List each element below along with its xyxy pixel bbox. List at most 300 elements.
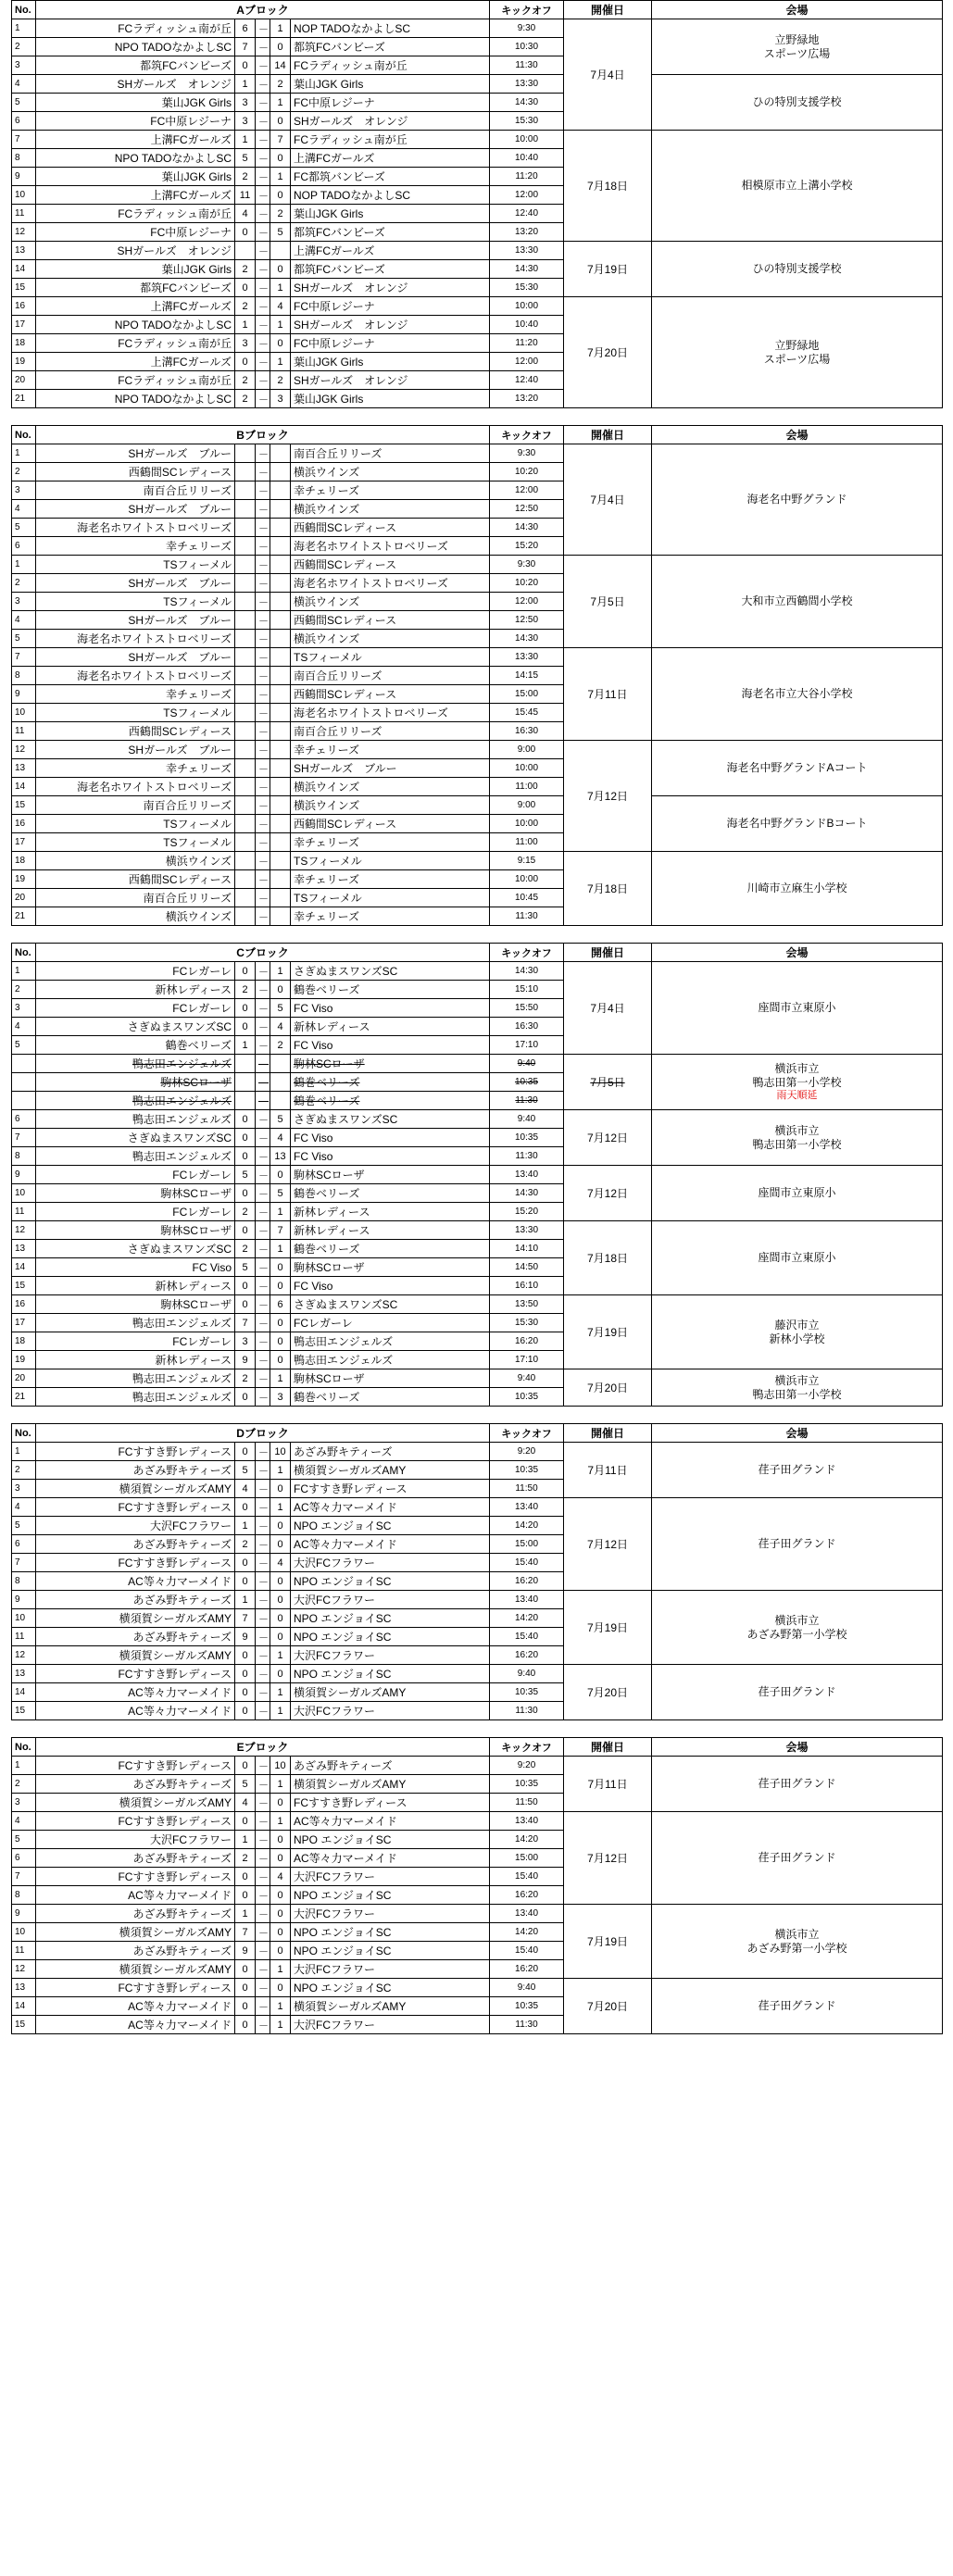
away-team: 横須賀シーガルズAMY xyxy=(291,1683,490,1702)
kickoff-time: 9:15 xyxy=(490,852,564,870)
score-separator: － xyxy=(256,648,270,667)
home-team: 横須賀シーガルズAMY xyxy=(36,1609,235,1628)
score-separator: － xyxy=(256,131,270,149)
score-separator: － xyxy=(256,75,270,94)
venue-name: 荏子田グランド xyxy=(652,1757,943,1812)
kickoff-time: 15:40 xyxy=(490,1628,564,1646)
score-separator: － xyxy=(256,19,270,38)
home-team: 鴨志田エンジェルズ xyxy=(36,1147,235,1166)
away-team: NPO エンジョイSC xyxy=(291,1628,490,1646)
row-number: 12 xyxy=(12,223,36,242)
score-separator: － xyxy=(256,1295,270,1314)
column-header-kickoff: キックオフ xyxy=(490,944,564,962)
kickoff-time: 15:30 xyxy=(490,1314,564,1332)
away-score: 3 xyxy=(270,390,291,408)
home-score: 1 xyxy=(235,1905,256,1923)
home-score: 1 xyxy=(235,316,256,334)
away-team: 西鶴間SCレディース xyxy=(291,519,490,537)
away-score xyxy=(270,1055,291,1073)
home-score xyxy=(235,519,256,537)
table-row xyxy=(12,1055,943,1073)
kickoff-time: 11:50 xyxy=(490,1794,564,1812)
row-number: 16 xyxy=(12,1295,36,1314)
away-team: 大沢FCフラワー xyxy=(291,1905,490,1923)
home-score: 5 xyxy=(235,1258,256,1277)
away-team: 葉山JGK Girls xyxy=(291,75,490,94)
score-separator: － xyxy=(256,778,270,796)
match-date: 7月4日 xyxy=(564,444,652,556)
row-number: 15 xyxy=(12,796,36,815)
away-team: 西鶴間SCレディース xyxy=(291,556,490,574)
home-team: 横浜ウインズ xyxy=(36,907,235,926)
home-score: 0 xyxy=(235,353,256,371)
home-team: FCラディッシュ南が丘 xyxy=(36,19,235,38)
home-score xyxy=(235,481,256,500)
score-separator: － xyxy=(256,1055,270,1073)
away-team: 横浜ウインズ xyxy=(291,463,490,481)
home-team: FCレガーレ xyxy=(36,1203,235,1221)
match-date: 7月11日 xyxy=(564,1757,652,1812)
home-team: 横須賀シーガルズAMY xyxy=(36,1646,235,1665)
away-team: 横須賀シーガルズAMY xyxy=(291,1997,490,2016)
away-team: 横浜ウインズ xyxy=(291,500,490,519)
score-separator: － xyxy=(256,1979,270,1997)
score-separator: － xyxy=(256,1203,270,1221)
home-score: 0 xyxy=(235,1572,256,1591)
row-number: 4 xyxy=(12,75,36,94)
away-team: 鴨志田エンジェルズ xyxy=(291,1332,490,1351)
home-score: 0 xyxy=(235,1443,256,1461)
home-team: TSフィーメル xyxy=(36,593,235,611)
home-team: 駒林SCローザ xyxy=(36,1295,235,1314)
away-score: 0 xyxy=(270,1849,291,1868)
score-separator: － xyxy=(256,353,270,371)
kickoff-time: 13:20 xyxy=(490,390,564,408)
kickoff-time: 15:20 xyxy=(490,1203,564,1221)
kickoff-time: 11:30 xyxy=(490,1147,564,1166)
home-score: 1 xyxy=(235,75,256,94)
home-team: 葉山JGK Girls xyxy=(36,94,235,112)
table-row xyxy=(12,444,943,463)
away-score xyxy=(270,242,291,260)
match-date: 7月12日 xyxy=(564,741,652,852)
away-score: 0 xyxy=(270,260,291,279)
venue-name: 荏子田グランド xyxy=(652,1979,943,2034)
column-header-venue: 会場 xyxy=(652,426,943,444)
row-number: 3 xyxy=(12,593,36,611)
table-row xyxy=(12,1905,943,1923)
away-score: 1 xyxy=(270,1812,291,1831)
table-row xyxy=(12,962,943,981)
away-team: 幸チェリーズ xyxy=(291,741,490,759)
venue-name: 座間市立東原小 xyxy=(652,1166,943,1221)
home-team: 葉山JGK Girls xyxy=(36,260,235,279)
kickoff-time: 15:30 xyxy=(490,279,564,297)
score-separator: － xyxy=(256,1332,270,1351)
row-number xyxy=(12,1073,36,1092)
kickoff-time: 11:30 xyxy=(490,56,564,75)
away-score xyxy=(270,648,291,667)
table-header-row xyxy=(12,1424,943,1443)
score-separator: － xyxy=(256,1831,270,1849)
kickoff-time: 10:35 xyxy=(490,1388,564,1407)
home-team: 鴨志田エンジェルズ xyxy=(36,1388,235,1407)
home-score: 9 xyxy=(235,1942,256,1960)
home-score: 2 xyxy=(235,981,256,999)
score-separator: － xyxy=(256,1868,270,1886)
away-team: FCすすき野レディース xyxy=(291,1794,490,1812)
row-number: 16 xyxy=(12,815,36,833)
column-header-date: 開催日 xyxy=(564,1424,652,1443)
home-score: 2 xyxy=(235,260,256,279)
home-score: 0 xyxy=(235,1997,256,2016)
away-score xyxy=(270,1092,291,1110)
row-number: 12 xyxy=(12,1960,36,1979)
kickoff-time: 11:30 xyxy=(490,1092,564,1110)
row-number: 6 xyxy=(12,1849,36,1868)
score-separator: － xyxy=(256,1628,270,1646)
score-separator: － xyxy=(256,1665,270,1683)
away-score: 0 xyxy=(270,981,291,999)
away-score: 0 xyxy=(270,1979,291,1997)
home-team: AC等々力マーメイド xyxy=(36,2016,235,2034)
away-team: 都筑FCバンビーズ xyxy=(291,223,490,242)
score-separator: － xyxy=(256,390,270,408)
kickoff-time: 15:30 xyxy=(490,112,564,131)
away-score xyxy=(270,889,291,907)
kickoff-time: 14:20 xyxy=(490,1831,564,1849)
away-score: 2 xyxy=(270,371,291,390)
away-score: 5 xyxy=(270,999,291,1018)
away-team: TSフィーメル xyxy=(291,852,490,870)
away-score xyxy=(270,833,291,852)
away-team: 幸チェリーズ xyxy=(291,907,490,926)
kickoff-time: 15:40 xyxy=(490,1942,564,1960)
match-date: 7月20日 xyxy=(564,1665,652,1720)
kickoff-time: 15:40 xyxy=(490,1554,564,1572)
away-score: 4 xyxy=(270,1868,291,1886)
away-score xyxy=(270,463,291,481)
row-number: 8 xyxy=(12,1147,36,1166)
away-team: 海老名ホワイトストロベリーズ xyxy=(291,537,490,556)
home-score xyxy=(235,648,256,667)
venue-name: 横浜市立 鴨志田第一小学校 xyxy=(652,1369,943,1407)
home-score xyxy=(235,852,256,870)
kickoff-time: 15:10 xyxy=(490,981,564,999)
kickoff-time: 13:40 xyxy=(490,1498,564,1517)
kickoff-time: 10:35 xyxy=(490,1683,564,1702)
row-number: 17 xyxy=(12,1314,36,1332)
away-team: 上溝FCガールズ xyxy=(291,242,490,260)
row-number: 11 xyxy=(12,722,36,741)
row-number: 20 xyxy=(12,371,36,390)
home-score: 0 xyxy=(235,1554,256,1572)
away-team: あざみ野キティーズ xyxy=(291,1757,490,1775)
score-separator: － xyxy=(256,1110,270,1129)
away-score: 0 xyxy=(270,186,291,205)
away-score: 7 xyxy=(270,131,291,149)
column-header-venue: 会場 xyxy=(652,944,943,962)
score-separator: － xyxy=(256,1073,270,1092)
kickoff-time: 14:50 xyxy=(490,1258,564,1277)
home-team: 海老名ホワイトストロベリーズ xyxy=(36,519,235,537)
row-number: 2 xyxy=(12,574,36,593)
row-number: 13 xyxy=(12,1979,36,1997)
row-number: 15 xyxy=(12,279,36,297)
venue-name: 海老名中野グランドBコート xyxy=(652,796,943,852)
home-team: FCラディッシュ南が丘 xyxy=(36,334,235,353)
home-score xyxy=(235,685,256,704)
venue-name: 座間市立東原小 xyxy=(652,1221,943,1295)
score-separator: － xyxy=(256,1683,270,1702)
away-team: 鶴巻ベリーズ xyxy=(291,1184,490,1203)
kickoff-time: 12:40 xyxy=(490,205,564,223)
match-date: 7月19日 xyxy=(564,1905,652,1979)
match-date: 7月12日 xyxy=(564,1166,652,1221)
score-separator: － xyxy=(256,962,270,981)
away-score: 5 xyxy=(270,1110,291,1129)
kickoff-time: 14:20 xyxy=(490,1923,564,1942)
away-team: NPO エンジョイSC xyxy=(291,1942,490,1960)
away-team: 幸チェリーズ xyxy=(291,870,490,889)
venue-name: ひの特別支援学校 xyxy=(652,75,943,131)
table-row xyxy=(12,1443,943,1461)
kickoff-time: 17:10 xyxy=(490,1036,564,1055)
away-score: 4 xyxy=(270,297,291,316)
away-score: 0 xyxy=(270,1886,291,1905)
table-row xyxy=(12,1369,943,1388)
home-team: 都筑FCバンビーズ xyxy=(36,279,235,297)
home-score: 0 xyxy=(235,1646,256,1665)
away-score: 4 xyxy=(270,1554,291,1572)
home-team: SHガールズ ブルー xyxy=(36,444,235,463)
kickoff-time: 13:40 xyxy=(490,1812,564,1831)
kickoff-time: 14:30 xyxy=(490,630,564,648)
home-team: 都筑FCバンビーズ xyxy=(36,56,235,75)
kickoff-time: 10:30 xyxy=(490,38,564,56)
score-separator: － xyxy=(256,112,270,131)
kickoff-time: 10:20 xyxy=(490,463,564,481)
kickoff-time: 16:20 xyxy=(490,1960,564,1979)
home-team: 葉山JGK Girls xyxy=(36,168,235,186)
home-score: 3 xyxy=(235,94,256,112)
away-team: 鴨志田エンジェルズ xyxy=(291,1351,490,1369)
home-team: あざみ野キティーズ xyxy=(36,1461,235,1480)
table-row xyxy=(12,1110,943,1129)
kickoff-time: 9:20 xyxy=(490,1757,564,1775)
table-header-row xyxy=(12,944,943,962)
row-number: 1 xyxy=(12,444,36,463)
home-team: FCすすき野レディース xyxy=(36,1554,235,1572)
away-score: 0 xyxy=(270,1277,291,1295)
away-score xyxy=(270,685,291,704)
home-team: 上溝FCガールズ xyxy=(36,131,235,149)
venue-name: 海老名中野グランドAコート xyxy=(652,741,943,796)
score-separator: － xyxy=(256,260,270,279)
home-team: 西鶴間SCレディース xyxy=(36,870,235,889)
away-score: 0 xyxy=(270,38,291,56)
away-team: 駒林SCローザ xyxy=(291,1369,490,1388)
away-team: 大沢FCフラワー xyxy=(291,1591,490,1609)
home-team: 横須賀シーガルズAMY xyxy=(36,1960,235,1979)
away-score: 0 xyxy=(270,149,291,168)
away-score: 0 xyxy=(270,1258,291,1277)
away-team: FC Viso xyxy=(291,1147,490,1166)
away-team: あざみ野キティーズ xyxy=(291,1443,490,1461)
away-score: 1 xyxy=(270,168,291,186)
table-row xyxy=(12,1221,943,1240)
column-header-date: 開催日 xyxy=(564,1,652,19)
row-number: 9 xyxy=(12,1905,36,1923)
kickoff-time: 10:00 xyxy=(490,870,564,889)
kickoff-time: 16:20 xyxy=(490,1646,564,1665)
score-separator: － xyxy=(256,168,270,186)
row-number: 14 xyxy=(12,1258,36,1277)
home-score xyxy=(235,537,256,556)
table-header-row xyxy=(12,1738,943,1757)
score-separator: － xyxy=(256,889,270,907)
home-team: FCレガーレ xyxy=(36,1332,235,1351)
home-team: 駒林SCローザ xyxy=(36,1221,235,1240)
row-number: 10 xyxy=(12,186,36,205)
score-separator: － xyxy=(256,870,270,889)
kickoff-time: 15:00 xyxy=(490,1535,564,1554)
home-score: 0 xyxy=(235,2016,256,2034)
match-date: 7月12日 xyxy=(564,1812,652,1905)
away-score xyxy=(270,815,291,833)
away-team: SHガールズ オレンジ xyxy=(291,112,490,131)
row-number: 21 xyxy=(12,390,36,408)
score-separator: － xyxy=(256,999,270,1018)
table-row xyxy=(12,1665,943,1683)
away-score xyxy=(270,537,291,556)
away-team: 都筑FCバンビーズ xyxy=(291,38,490,56)
score-separator: － xyxy=(256,38,270,56)
home-score xyxy=(235,630,256,648)
home-score xyxy=(235,500,256,519)
home-score xyxy=(235,444,256,463)
score-separator: － xyxy=(256,1886,270,1905)
row-number: 6 xyxy=(12,537,36,556)
column-header-no: No. xyxy=(12,944,36,962)
score-separator: － xyxy=(256,1812,270,1831)
home-team: SHガールズ ブルー xyxy=(36,500,235,519)
away-team: 鶴巻ベリーズ xyxy=(291,981,490,999)
match-date: 7月20日 xyxy=(564,297,652,408)
score-separator: － xyxy=(256,796,270,815)
away-score: 1 xyxy=(270,1203,291,1221)
score-separator: － xyxy=(256,1554,270,1572)
home-team: あざみ野キティーズ xyxy=(36,1628,235,1646)
home-score: 4 xyxy=(235,1480,256,1498)
schedule-table-3 xyxy=(11,943,943,1407)
away-team: 駒林SCローザ xyxy=(291,1055,490,1073)
kickoff-time: 16:20 xyxy=(490,1886,564,1905)
table-header-row xyxy=(12,1,943,19)
match-date: 7月12日 xyxy=(564,1498,652,1591)
score-separator: － xyxy=(256,1221,270,1240)
column-header-no: No. xyxy=(12,1738,36,1757)
kickoff-time: 9:00 xyxy=(490,796,564,815)
row-number: 11 xyxy=(12,1628,36,1646)
score-separator: － xyxy=(256,1775,270,1794)
score-separator: － xyxy=(256,759,270,778)
score-separator: － xyxy=(256,833,270,852)
row-number: 4 xyxy=(12,1018,36,1036)
row-number: 8 xyxy=(12,1886,36,1905)
kickoff-time: 9:40 xyxy=(490,1665,564,1683)
away-score: 6 xyxy=(270,1295,291,1314)
away-team: NPO エンジョイSC xyxy=(291,1979,490,1997)
venue-name: 相模原市立上溝小学校 xyxy=(652,131,943,242)
away-score: 0 xyxy=(270,1480,291,1498)
home-team: SHガールズ ブルー xyxy=(36,741,235,759)
score-separator: － xyxy=(256,334,270,353)
score-separator: － xyxy=(256,1314,270,1332)
match-date: 7月11日 xyxy=(564,1443,652,1498)
row-number: 8 xyxy=(12,1572,36,1591)
away-score: 0 xyxy=(270,1591,291,1609)
away-score: 0 xyxy=(270,1351,291,1369)
away-score: 1 xyxy=(270,1240,291,1258)
column-header-kickoff: キックオフ xyxy=(490,426,564,444)
kickoff-time: 10:00 xyxy=(490,297,564,316)
away-score: 0 xyxy=(270,1609,291,1628)
away-score: 4 xyxy=(270,1018,291,1036)
row-number: 6 xyxy=(12,112,36,131)
away-team: NPO エンジョイSC xyxy=(291,1923,490,1942)
away-team: 西鶴間SCレディース xyxy=(291,685,490,704)
score-separator: － xyxy=(256,223,270,242)
column-header-date: 開催日 xyxy=(564,1738,652,1757)
home-score xyxy=(235,778,256,796)
home-score xyxy=(235,611,256,630)
home-team: さぎぬまスワンズSC xyxy=(36,1240,235,1258)
schedule-table-4 xyxy=(11,1423,943,1720)
table-row xyxy=(12,1498,943,1517)
match-date: 7月18日 xyxy=(564,1221,652,1295)
row-number: 7 xyxy=(12,1554,36,1572)
away-score: 0 xyxy=(270,1535,291,1554)
schedule-table-5 xyxy=(11,1737,943,2034)
kickoff-time: 13:40 xyxy=(490,1905,564,1923)
score-separator: － xyxy=(256,1572,270,1591)
score-separator: － xyxy=(256,1369,270,1388)
away-team: 上溝FCガールズ xyxy=(291,149,490,168)
home-score xyxy=(235,1055,256,1073)
home-team: 横須賀シーガルズAMY xyxy=(36,1794,235,1812)
away-team: NPO エンジョイSC xyxy=(291,1886,490,1905)
row-number xyxy=(12,1055,36,1073)
row-number: 4 xyxy=(12,1812,36,1831)
away-team: さぎぬまスワンズSC xyxy=(291,1295,490,1314)
home-team: あざみ野キティーズ xyxy=(36,1535,235,1554)
home-score: 4 xyxy=(235,1794,256,1812)
score-separator: － xyxy=(256,1942,270,1960)
home-team: 南百合丘リリーズ xyxy=(36,889,235,907)
row-number: 5 xyxy=(12,1831,36,1849)
away-team: 横浜ウインズ xyxy=(291,630,490,648)
row-number: 5 xyxy=(12,1517,36,1535)
row-number: 8 xyxy=(12,667,36,685)
away-team: AC等々力マーメイド xyxy=(291,1535,490,1554)
score-separator: － xyxy=(256,667,270,685)
kickoff-time: 10:20 xyxy=(490,574,564,593)
away-score xyxy=(270,852,291,870)
away-team: 鶴巻ベリーズ xyxy=(291,1092,490,1110)
away-team: SHガールズ ブルー xyxy=(291,759,490,778)
home-team: あざみ野キティーズ xyxy=(36,1849,235,1868)
